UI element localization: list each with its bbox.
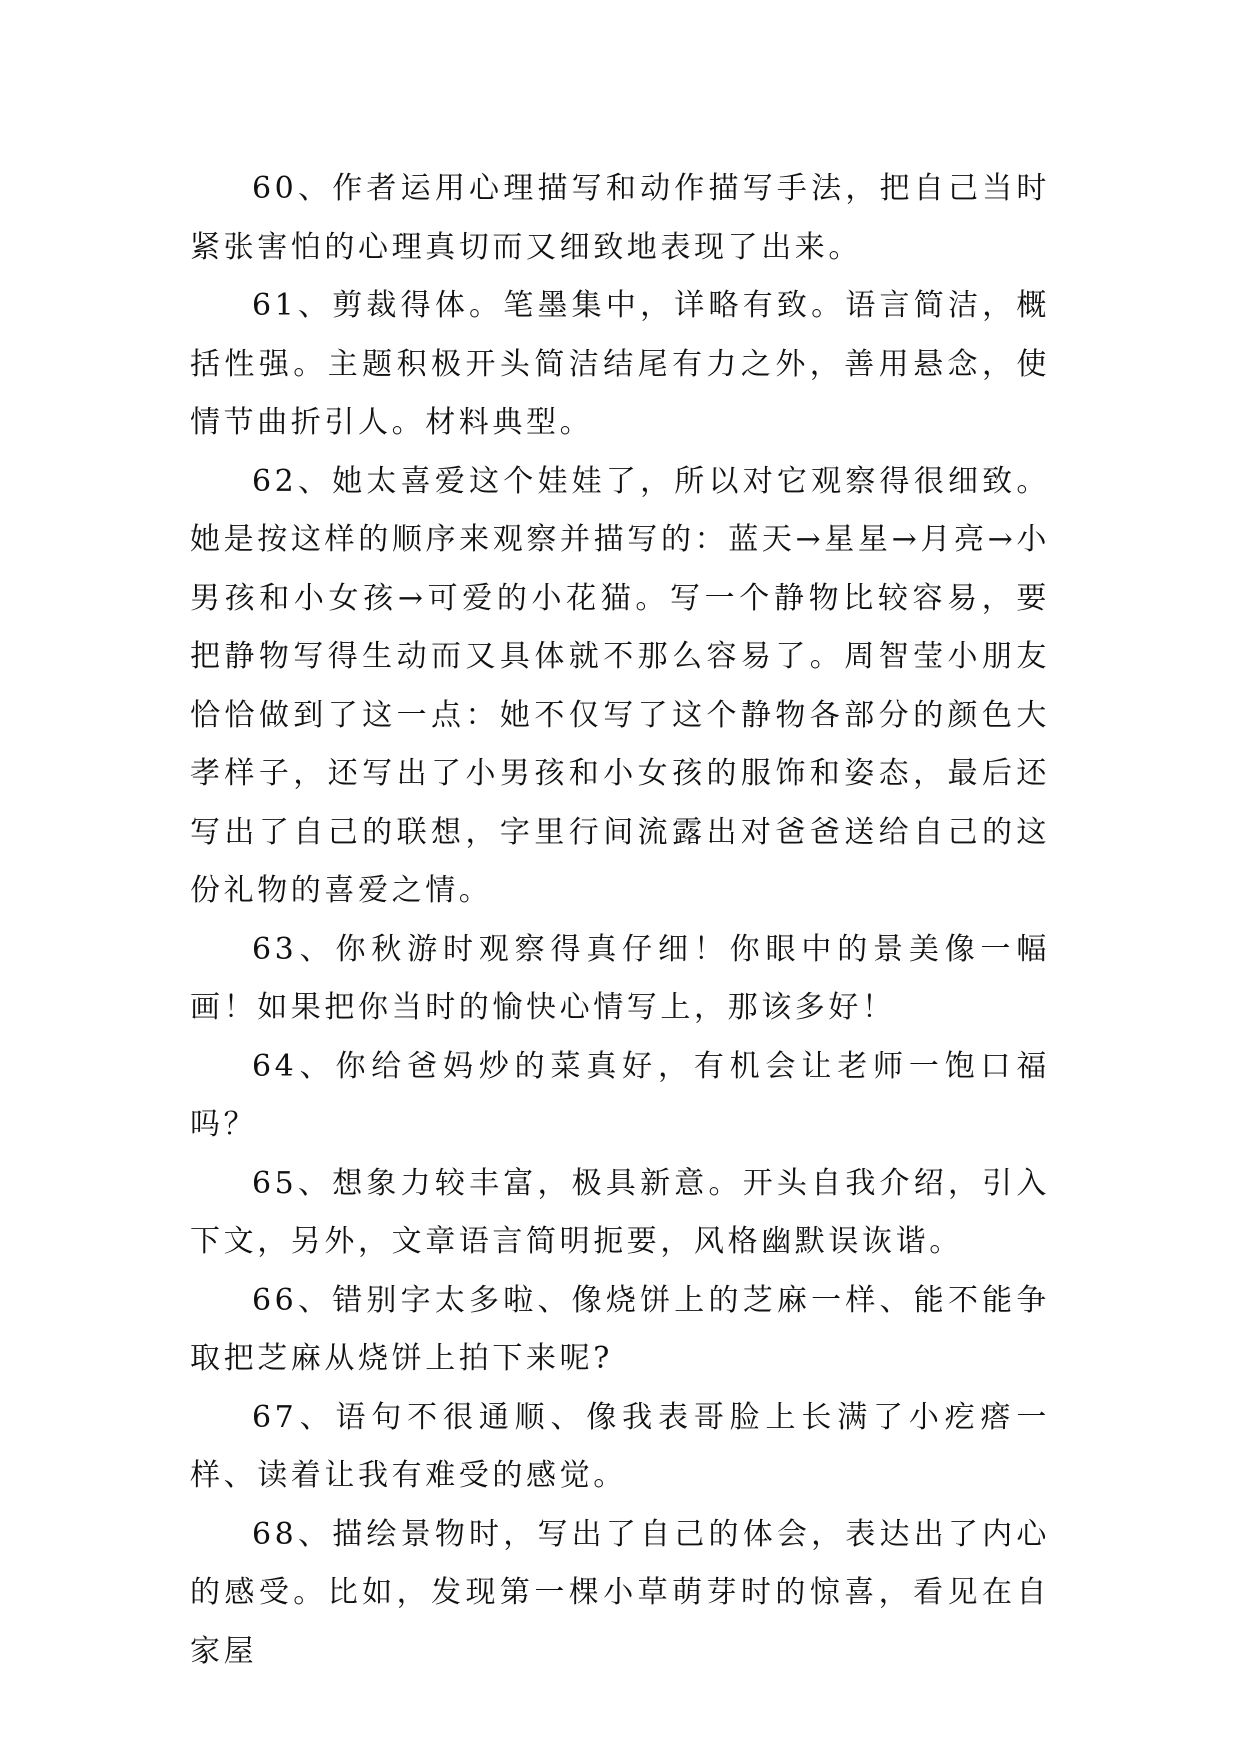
paragraph-66: 66、错别字太多啦、像烧饼上的芝麻一样、能不能争取把芝麻从烧饼上拍下来呢? bbox=[190, 1282, 1050, 1376]
paragraph-64: 64、你给爸妈炒的菜真好，有机会让老师一饱口福吗？ bbox=[190, 1048, 1050, 1142]
paragraph-67: 67、语句不很通顺、像我表哥脸上长满了小疙瘩一样、读着让我有难受的感觉。 bbox=[190, 1399, 1050, 1493]
paragraph-63: 63、你秋游时观察得真仔细！你眼中的景美像一幅画！如果把你当时的愉快心情写上，那该多好！ bbox=[190, 931, 1050, 1025]
paragraph-65: 65、想象力较丰富，极具新意。开头自我介绍，引入下文，另外，文章语言简明扼要，风格幽默误诙谐。 bbox=[190, 1165, 1050, 1259]
paragraph-60: 60、作者运用心理描写和动作描写手法，把自己当时紧张害怕的心理真切而又细致地表现了出来。 bbox=[190, 171, 1050, 265]
paragraph-68: 68、描绘景物时，写出了自己的体会，表达出了内心的感受。比如，发现第一棵小草萌芽时的惊喜，看见在自家屋 bbox=[190, 1516, 1050, 1669]
paragraph-62: 62、她太喜爱这个娃娃了，所以对它观察得很细致。她是按这样的顺序来观察并描写的：蓝天→星星→月亮→小男孩和小女孩→可爱的小花猫。写一个静物比较容易，要把静物写得生动而又具体就不那么容易了。周智莹小朋友恰恰做到了这一点：她不仅写了这个静物各部分的颜色大孝样子，还写出了小男孩和小女孩的服饰和姿态，最后还写出了自己的联想，字里行间流露出对爸爸送给自己的这份礼物的喜爱之情。 bbox=[190, 463, 1050, 908]
document-body bbox=[190, 160, 1050, 1681]
paragraph-61: 61、剪裁得体。笔墨集中，详略有致。语言简洁，概括性强。主题积极开头简洁结尾有力之外，善用悬念，使情节曲折引人。材料典型。 bbox=[190, 288, 1050, 440]
